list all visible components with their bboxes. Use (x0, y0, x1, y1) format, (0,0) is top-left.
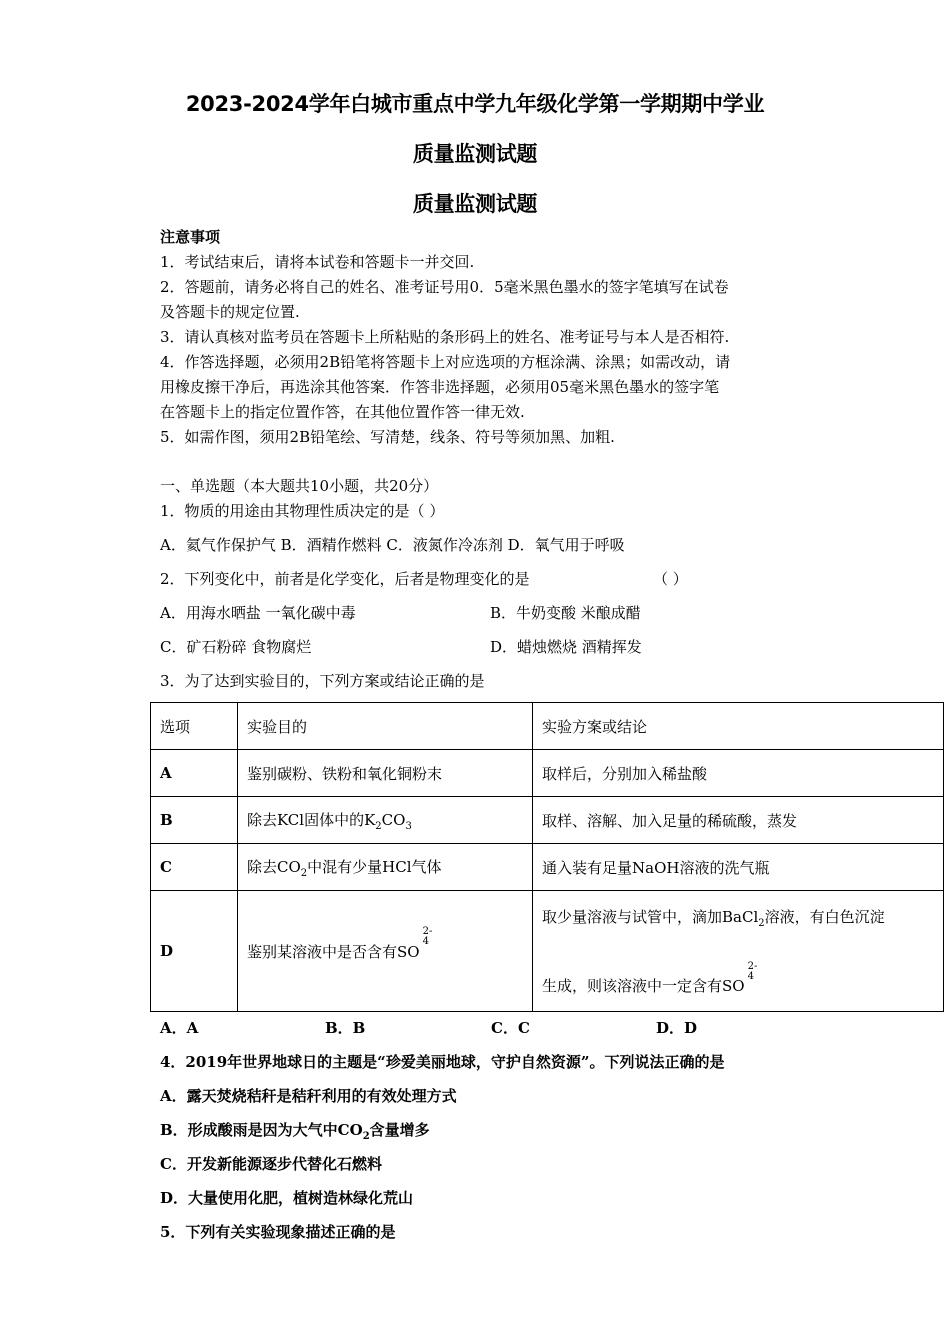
plan-text: 溶液，有白色沉淀 (764, 907, 885, 926)
question-2-option-b: B．牛奶变酸 米酿成醋 (490, 604, 641, 622)
page-subtitle: 质量监测试题 (412, 142, 538, 166)
question-1-stem: 1．物质的用途由其物理性质决定的是（ ） (160, 502, 445, 520)
goal-text: CO (381, 810, 406, 829)
table-header-cell: 实验方案或结论 (533, 703, 944, 750)
question-4-stem: 4．2019年世界地球日的主题是“珍爱美丽地球，守护自然资源”。下列说法正确的是 (160, 1053, 725, 1071)
table-cell-plan: 取样、溶解、加入足量的稀硫酸，蒸发 (533, 797, 944, 844)
ion-index: 4 (422, 935, 429, 947)
notice-line: 2．答题前，请务必将自己的姓名、准考证号用0．5毫米黑色墨水的签字笔填写在试卷 (160, 278, 729, 296)
subscript: 2 (362, 1131, 370, 1142)
option-text: B．形成酸雨是因为大气中CO (160, 1121, 363, 1139)
question-4-option-b (160, 1120, 430, 1147)
question-5-stem: 5．下列有关实验现象描述正确的是 (160, 1223, 396, 1241)
table-cell-option: B (151, 797, 238, 844)
table-cell-option: C (151, 844, 238, 891)
page-subtitle-repeat: 质量监测试题 (412, 192, 538, 216)
subscript: 2 (758, 917, 765, 929)
question-3-answer-d: D．D (656, 1019, 698, 1037)
subscript: 2 (375, 820, 382, 832)
table-cell-plan: 取样后，分别加入稀盐酸 (533, 750, 944, 797)
table-row (151, 891, 944, 1012)
plan-line-2 (542, 960, 934, 996)
notice-heading: 注意事项 (160, 228, 221, 246)
subscript: 3 (405, 820, 412, 832)
table-header-row (151, 703, 944, 750)
table-cell-plan (533, 891, 944, 1012)
plan-line-1 (542, 907, 934, 934)
question-3-table (150, 702, 944, 1012)
ion-charge: 2- (422, 925, 433, 937)
ion-charge: 2- (747, 960, 758, 972)
goal-text: 鉴别某溶液中是否含有SO (247, 942, 420, 961)
notice-line: 及答题卡的规定位置. (160, 303, 300, 321)
sulfate-charge-index (748, 962, 758, 982)
page-title: 2023-2024学年白城市重点中学九年级化学第一学期期中学业 (185, 92, 765, 116)
question-3-answer-b: B．B (325, 1019, 366, 1037)
table-header-cell: 选项 (151, 703, 238, 750)
table-cell-option: A (151, 750, 238, 797)
question-4-option-c: C．开发新能源逐步代替化石燃料 (160, 1155, 382, 1173)
question-2-option-a: A．用海水晒盐 一氧化碳中毒 (160, 604, 356, 622)
question-3-answer-a: A．A (160, 1019, 199, 1037)
goal-text: 除去KCl固体中的K (247, 810, 376, 829)
subscript: 2 (300, 867, 308, 879)
ion-index: 4 (747, 970, 754, 982)
table-cell-goal (238, 844, 533, 891)
notice-line: 1．考试结束后，请将本试卷和答题卡一并交回. (160, 253, 475, 271)
table-cell-goal (238, 891, 533, 1012)
table-row (151, 750, 944, 797)
notice-line: 3．请认真核对监考员在答题卡上所粘贴的条形码上的姓名、准考证号与本人是否相符. (160, 328, 730, 346)
table-cell-plan: 通入装有足量NaOH溶液的洗气瓶 (533, 844, 944, 891)
goal-text: 中混有少量HCl气体 (307, 857, 442, 876)
option-text: 含量增多 (369, 1121, 430, 1139)
question-2-option-c: C．矿石粉碎 食物腐烂 (160, 638, 312, 656)
question-4-option-d: D．大量使用化肥，植树造林绿化荒山 (160, 1189, 414, 1207)
table-cell-option: D (151, 891, 238, 1012)
question-1-options: A．氦气作保护气 B．酒精作燃料 C．液氮作冷冻剂 D．氧气用于呼吸 (160, 536, 625, 554)
table-row (151, 844, 944, 891)
question-3-answer-c: C．C (491, 1019, 530, 1037)
question-3-stem: 3．为了达到实验目的，下列方案或结论正确的是 (160, 672, 485, 690)
notice-line: 在答题卡上的指定位置作答，在其他位置作答一律无效. (160, 403, 525, 421)
question-4-option-a: A．露天焚烧秸秆是秸秆利用的有效处理方式 (160, 1087, 457, 1105)
section-heading: 一、单选题（本大题共10小题，共20分） (160, 477, 439, 495)
notice-line: 4．作答选择题，必须用2B铅笔将答题卡上对应选项的方框涂满、涂黑；如需改动，请 (160, 353, 731, 371)
table-cell-goal: 鉴别碳粉、铁粉和氧化铜粉末 (238, 750, 533, 797)
notice-line: 5．如需作图，须用2B铅笔绘、写清楚，线条、符号等须加黑、加粗. (160, 428, 615, 446)
question-2-option-d: D．蜡烛燃烧 酒精挥发 (490, 638, 642, 656)
table-header-cell: 实验目的 (238, 703, 533, 750)
plan-text: 取少量溶液与试管中，滴加BaCl (542, 907, 759, 926)
plan-text: 生成，则该溶液中一定含有SO (542, 976, 745, 995)
goal-text: 除去CO (247, 857, 301, 876)
table-row (151, 797, 944, 844)
notice-line: 用橡皮擦干净后，再选涂其他答案．作答非选择题，必须用05毫米黑色墨水的签字笔 (160, 378, 720, 396)
question-2-answer-bracket: （ ） (653, 570, 688, 588)
table-cell-goal (238, 797, 533, 844)
sulfate-charge-index (423, 927, 433, 947)
question-2-stem: 2．下列变化中，前者是化学变化，后者是物理变化的是 (160, 570, 530, 588)
